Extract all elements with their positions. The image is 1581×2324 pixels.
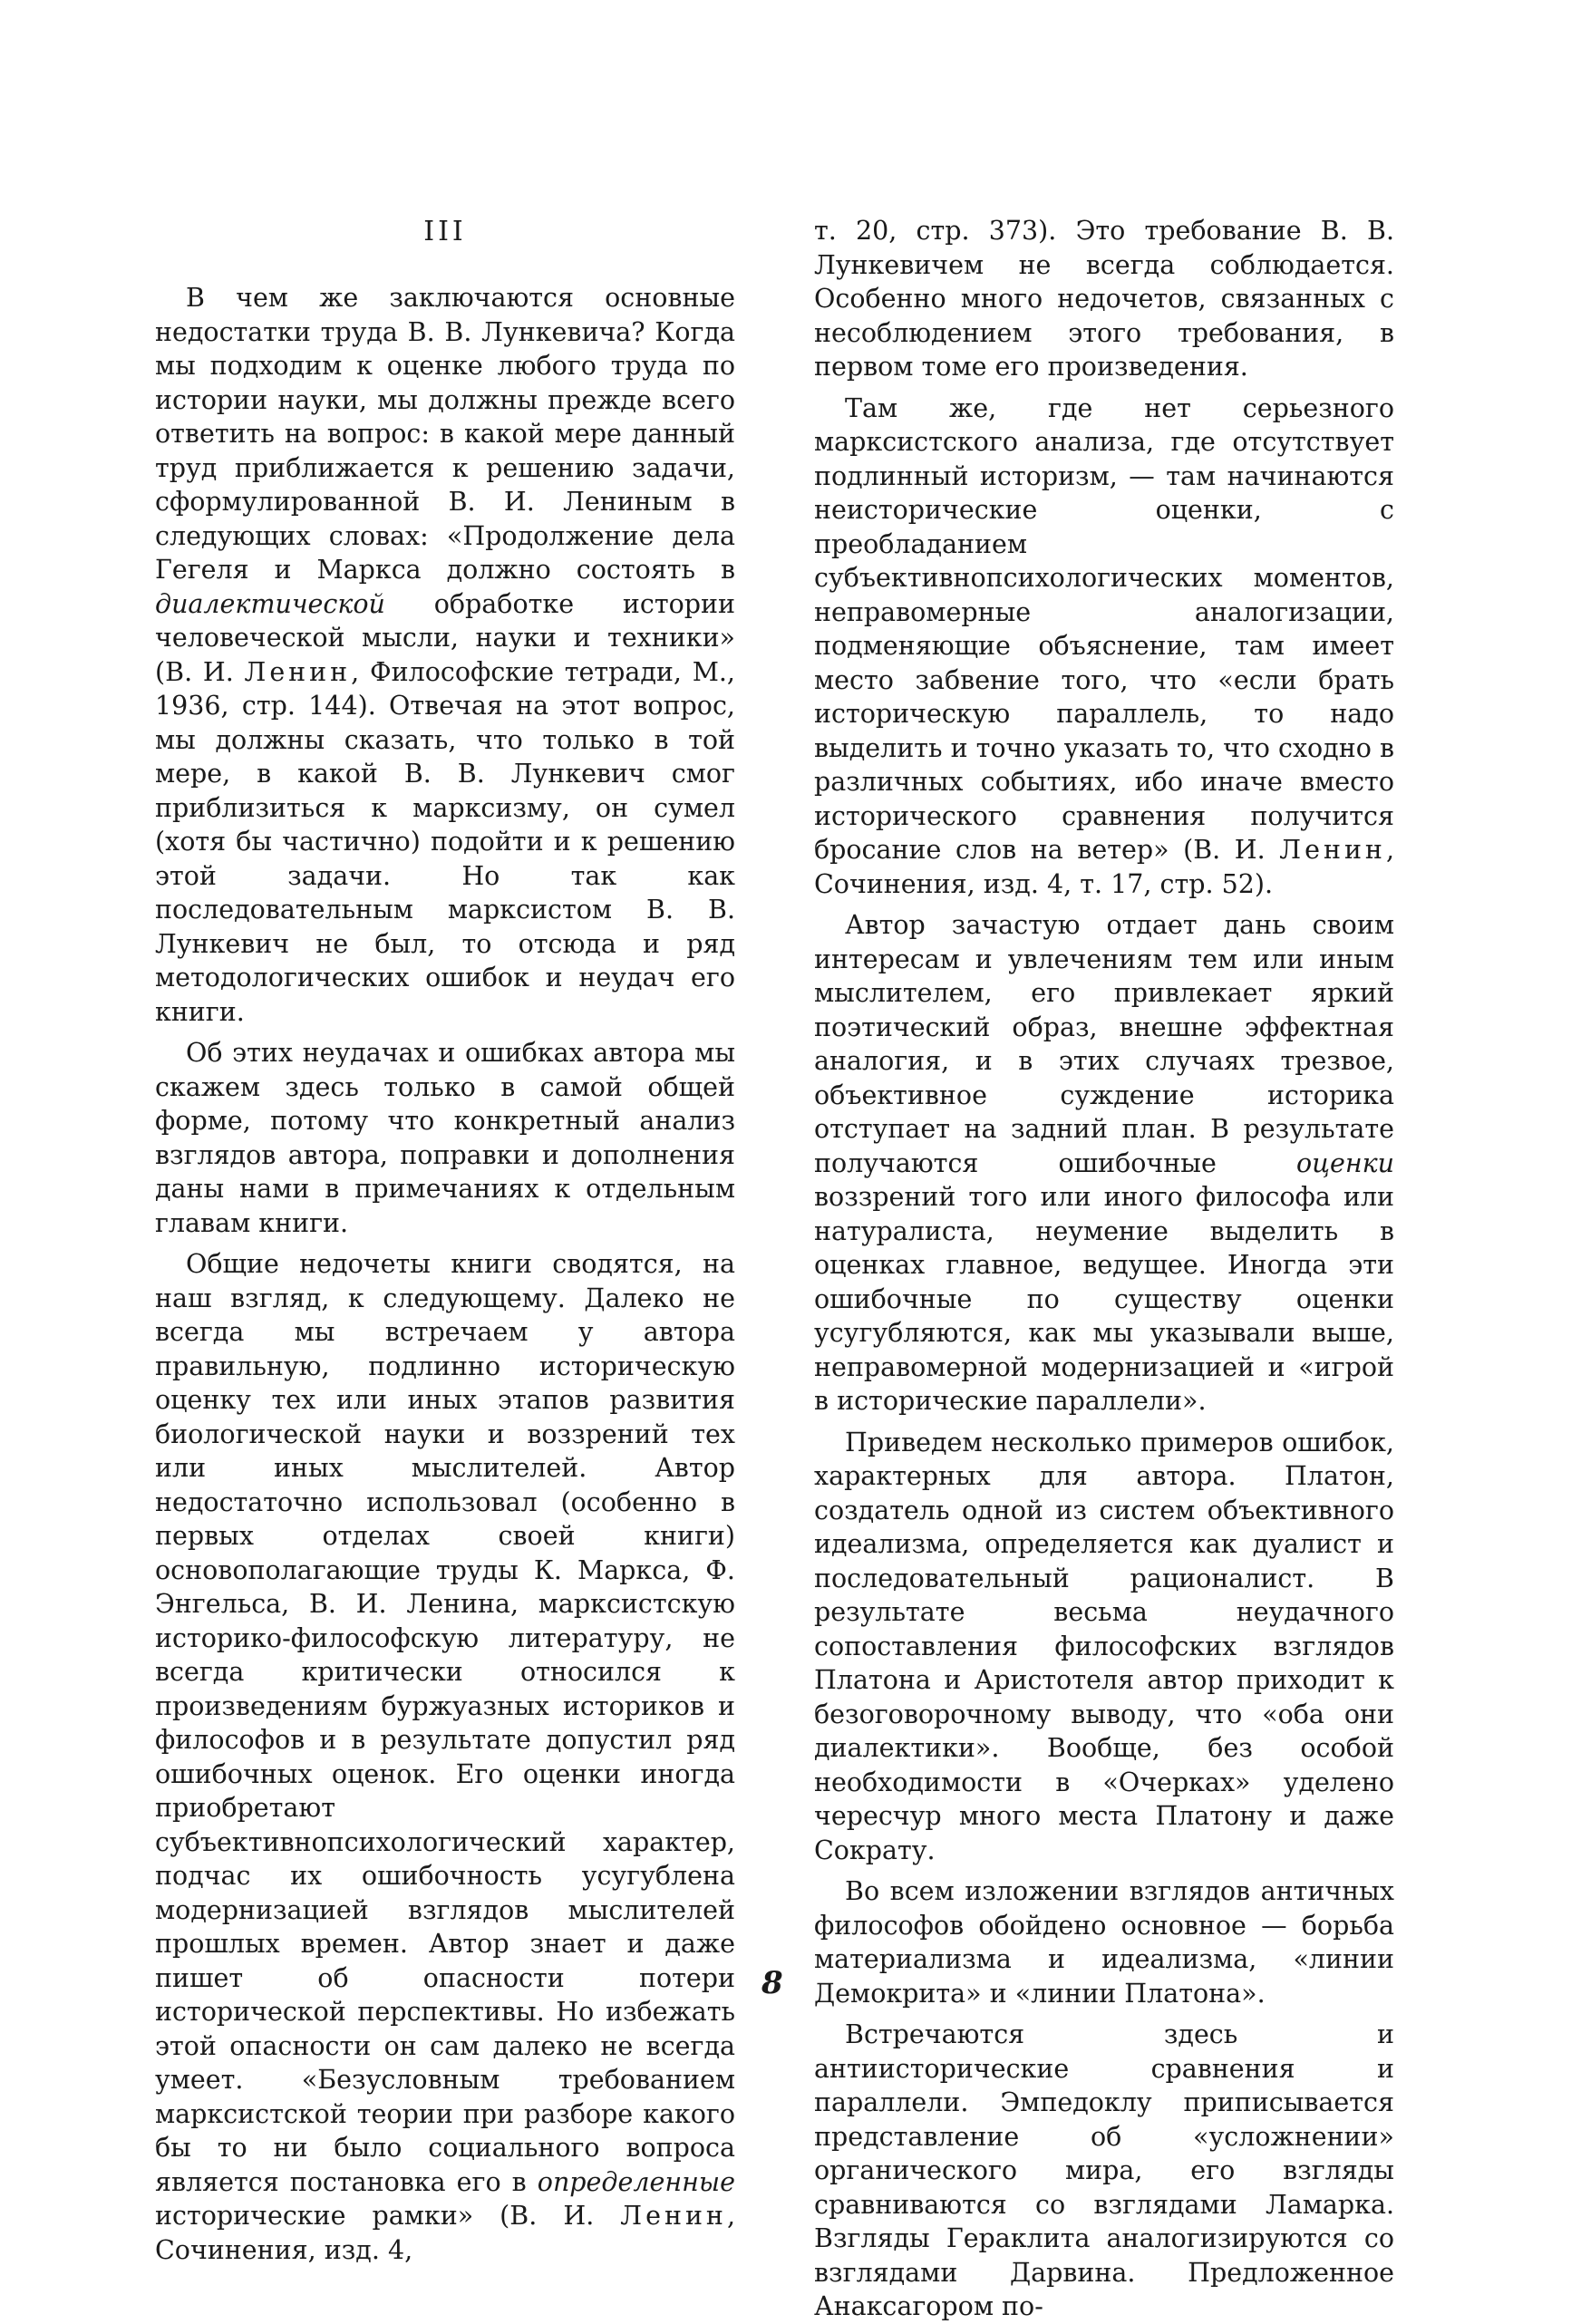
- author-name: Ленин: [244, 656, 352, 687]
- emphasis: диалектической: [155, 588, 385, 619]
- emphasis: оценки: [1295, 1147, 1394, 1178]
- text: исторические рамки» (В. И.: [155, 2201, 621, 2231]
- text: Автор зачастую отдает дань своим интересам и увлечениям тем или иным мыслителем, его привлекает яркий поэтический образ, внешне эффектная аналогия, и в этих случаях трезвое, объективное суждение историка отступает на задний план. В результате получаются ошибочные: [814, 910, 1394, 1178]
- paragraph: [814, 392, 1394, 902]
- section-heading: III: [423, 216, 467, 247]
- text: , Сочинения, изд. 4,: [155, 2201, 735, 2265]
- text: Общие недочеты книги сводятся, на наш взгляд, к следующему. Далеко не всегда мы встречаем у автора правильную, подлинно историческую оценку тех или иных этапов развития биологической науки и воззрений тех или иных мыслителей. Автор недостаточно использовал (особенно в первых отделах своей книги) основополагающие труды К. Маркса, Ф. Энгельса, В. И. Ленина, марксистскую историко-философскую литературу, не всегда критически относился к произведениям буржуазных историков и философов и в результате допустил ряд ошибочных оценок. Его оценки иногда приобретают субъективнопсихологический характер, подчас их ошибочность усугублена модернизацией взглядов мыслителей прошлых времен. Автор знает и даже пишет об опасности потери исторической перспективы. Но избежать этой опасности он сам далеко не всегда умеет. «Безусловным требованием марксистской теории при разборе какого бы то ни было социального вопроса является постановка его в: [155, 1249, 735, 2197]
- left-column: [155, 214, 735, 2267]
- paragraph: Встречаются здесь и антиисторические сравнения и параллели. Эмпедоклу приписывается представление об «усложнении» органического мира, его взгляды сравниваются со взглядами Ламарка. Взгляды Гераклита аналогизируются со взглядами Дарвина. Предложенное Анаксагором по-: [814, 2019, 1394, 2321]
- paragraph: Приведем несколько примеров ошибок, характерных для автора. Платон, создатель одной из систем объективного идеализма, определяется как дуалист и последовательный рационалист. В результате весьма неудачного сопоставления философских взглядов Платона и Аристотеля автор приходит к безоговорочному выводу, что «оба они диалектики». Вообще, без особой необходимости в «Очерках» уделено чересчур много места Платону и даже Сократу.: [814, 1427, 1394, 1865]
- author-name: Ленин: [1279, 835, 1386, 865]
- paragraph: [155, 281, 735, 1029]
- text: В чем же заключаются основные недостатки труда В. В. Лункевича? Когда мы подходим к оценке любого труда по истории науки, мы должны прежде всего ответить на вопрос: в какой мере данный труд приближается к решению задачи, сформулированной В. И. Лениным в следующих словах: «Продолжение дела Гегеля и Маркса должно состоять в: [155, 283, 735, 585]
- right-column: [814, 214, 1394, 2324]
- paragraph-continued: т. 20, стр. 373). Это требование В. В. Лункевичем не всегда соблюдается. Особенно много недочетов, связанных с несоблюдением этого требования, в первом томе его произведения.: [814, 216, 1394, 382]
- paragraph: [155, 1247, 735, 2267]
- text: воззрений того или иного философа или натуралиста, неумение выделить в оценках главное, ведущее. Иногда эти ошибочные по существу оценки усугубляются, как мы указывали выше, неправомерной модернизацией и «игрой в исторические параллели».: [814, 1182, 1394, 1416]
- text: , Сочинения, изд. 4, т. 17, стр. 52).: [814, 835, 1394, 899]
- author-name: Ленин: [620, 2201, 727, 2231]
- paragraph: Об этих неудачах и ошибках автора мы скажем здесь только в самой общей форме, потому что конкретный анализ взглядов автора, поправки и дополнения даны нами в примечаниях к отдельным главам книги.: [155, 1038, 735, 1238]
- paragraph: [814, 908, 1394, 1419]
- text: Там же, где нет серьезного марксистского анализа, где отсутствует подлинный историзм, — там начинаются неисторические оценки, с преобладанием субъективнопсихологических моментов, неправомерные аналогизации, подменяющие объяснение, там имеет место забвение того, что «если брать историческую параллель, то надо выделить и точно указать то, что сходно в различных событиях, ибо иначе вместо исторического сравнения получится бросание слов на ветер» (В. И.: [814, 392, 1394, 865]
- page-number: 8: [761, 1965, 783, 2001]
- text: , Философские тетради, М., 1936, стр. 144). Отвечая на этот вопрос, мы должны сказать, что только в той мере, в какой В. В. Лункевич смог приблизиться к марксизму, он сумел (хотя бы частично) подойти и к решению этой задачи. Но так как последовательным марксистом В. В. Лункевич не был, то отсюда и ряд методологических ошибок и неудач его книги.: [155, 656, 735, 1027]
- paragraph: Во всем изложении взглядов античных философов обойдено основное — борьба материализма и идеализма, «линии Демокрита» и «линии Платона».: [814, 1876, 1394, 2009]
- text: обработке истории человеческой мысли, науки и техники» (В. И.: [155, 588, 735, 687]
- emphasis: определенные: [537, 2166, 735, 2197]
